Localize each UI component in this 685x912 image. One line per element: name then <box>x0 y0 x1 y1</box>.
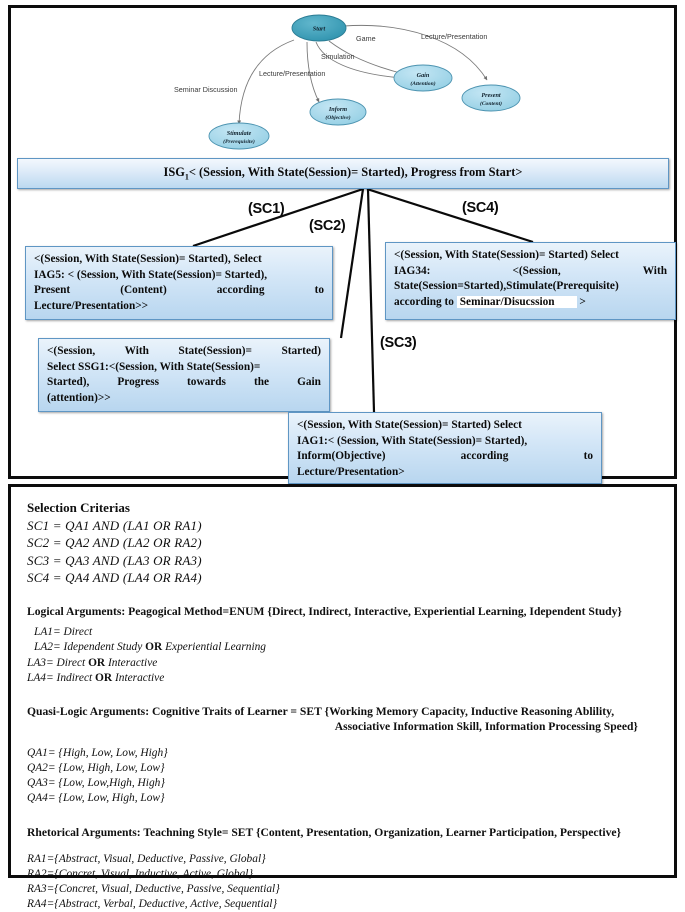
logical-argument-la4-key: LA4= <box>27 671 57 684</box>
text-token: With <box>642 264 667 277</box>
logical-argument-la2 <box>27 640 660 655</box>
text-token: the <box>254 376 270 389</box>
graph-node-stimulate-label: Stimulate <box>226 130 252 137</box>
goal-box-sc3-line3 <box>297 449 593 465</box>
graph-node-stimulate-sublabel: (Prerequisite) <box>223 139 255 145</box>
goal-box-sc4-line4-pre: according to <box>394 295 454 308</box>
graph-node-present[interactable] <box>462 85 520 111</box>
spacer <box>27 686 660 704</box>
connector-sc3 <box>368 189 374 412</box>
edge-label-game: Game <box>356 34 376 43</box>
graph-node-start[interactable] <box>292 15 346 41</box>
graph-node-gain-sublabel: (Attention) <box>410 81 436 87</box>
logical-arguments-heading: Logical Arguments: Peagogical Method=ENUM {Direct, Indirect, Interactive, Experiential Learning, Idependent Study} <box>27 605 622 619</box>
text-token: to <box>583 450 593 463</box>
graph-node-stimulate[interactable] <box>209 123 269 149</box>
root-goal-box[interactable] <box>17 158 669 189</box>
selection-criteria-title: Selection Criterias <box>27 500 130 515</box>
quasi-argument-qa1: QA1= {High, Low, Low, High} <box>27 746 168 759</box>
edge-label-simulation: Simulation <box>321 52 355 61</box>
goal-box-sc4-line4-post: > <box>579 295 586 308</box>
goal-box-sc4-line4 <box>394 295 667 311</box>
edge-label-seminar-discussion: Seminar Discussion <box>174 85 238 94</box>
connector-sc4 <box>367 189 533 242</box>
text-token: Inform(Objective) <box>297 450 386 463</box>
text-token: according <box>216 284 265 297</box>
logical-argument-la4-op: OR <box>95 671 113 684</box>
selection-criteria-line-4: SC4 = QA4 AND (LA4 OR RA4) <box>27 569 202 585</box>
text-token: <(Session, <box>47 345 96 357</box>
logical-argument-la2-key: LA2= <box>34 641 64 654</box>
connector-sc2 <box>341 189 363 338</box>
seminar-discussion-field[interactable]: Seminar/Disucssion <box>457 296 577 308</box>
spacer <box>27 840 660 852</box>
goal-box-sc4[interactable] <box>385 242 676 320</box>
edge-tag-sc4: (SC4) <box>462 200 499 216</box>
rhetorical-argument-ra3: RA3={Concret, Visual, Deductive, Passive, Sequential} <box>27 882 280 895</box>
logical-argument-la3-key: LA3= <box>27 656 57 669</box>
graph-node-start-label: Start <box>312 25 326 33</box>
quasi-argument-qa3: QA3= {Low, Low,High, High} <box>27 777 165 790</box>
edge-seminar-discussion <box>239 40 294 124</box>
goal-box-sc3-line4: Lecture/Presentation> <box>297 465 405 478</box>
text-token: <(Session, <box>512 264 561 277</box>
logical-argument-la3 <box>27 656 660 671</box>
concept-graph <box>11 8 674 153</box>
goal-box-sc2-line4: (attention)>> <box>47 391 111 404</box>
goal-box-sc2[interactable] <box>38 338 330 412</box>
logical-argument-la2-op: OR <box>145 641 163 654</box>
concept-graph-svg <box>11 8 674 153</box>
selection-criteria-content <box>11 487 674 911</box>
goal-box-sc1[interactable] <box>25 246 333 320</box>
diagram-panel <box>8 5 677 479</box>
goal-box-sc3[interactable] <box>288 412 602 484</box>
graph-node-gain-label: Gain <box>416 72 430 79</box>
text-token: Started) <box>281 345 321 357</box>
goal-box-sc2-line2: Select SSG1:<(Session, With State(Session)= <box>47 360 261 373</box>
quasi-argument-qa4: QA4= {Low, Low, High, Low} <box>27 792 165 805</box>
edge-tag-sc1: (SC1) <box>248 201 285 217</box>
graph-node-present-label: Present <box>481 92 501 99</box>
logical-argument-la4-pre: Indirect <box>56 671 96 684</box>
goal-box-sc3-line1: <(Session, With State(Session)= Started) Select <box>297 419 522 431</box>
graph-node-inform-sublabel: (Objective) <box>325 115 351 121</box>
logical-argument-la1-key: LA1= <box>34 626 64 639</box>
graph-node-inform-label: Inform <box>328 106 348 113</box>
edge-tag-sc3: (SC3) <box>380 335 417 351</box>
rhetorical-argument-ra4: RA4={Abstract, Verbal, Deductive, Active, Sequential} <box>27 898 278 911</box>
goal-box-sc4-line1: <(Session, With State(Session)= Started) Select <box>394 249 619 261</box>
logical-argument-la2-pre: Idependent Study <box>63 641 146 654</box>
goal-box-sc3-line2: IAG1:< (Session, With State(Session)= Started), <box>297 434 528 447</box>
selection-criteria-line-2: SC2 = QA2 AND (LA2 OR RA2) <box>27 535 202 551</box>
text-token: (Content) <box>120 284 167 297</box>
text-token: Started), <box>47 376 90 389</box>
isg-subscript: 1 <box>184 172 189 182</box>
graph-node-gain[interactable] <box>394 65 452 91</box>
edge-label-lecture-presentation-1: Lecture/Presentation <box>421 32 488 41</box>
spacer <box>27 734 660 746</box>
text-token: according <box>460 450 509 463</box>
goal-box-sc4-line3: State(Session=Started),Stimulate(Prerequisite) <box>394 280 619 293</box>
selection-criteria-line-3: SC3 = QA3 AND (LA3 OR RA3) <box>27 552 202 568</box>
graph-node-inform[interactable] <box>310 99 366 125</box>
text-token: IAG34: <box>394 264 431 277</box>
logical-argument-la3-post: Interactive <box>105 656 158 669</box>
goal-box-sc2-line1 <box>47 344 321 360</box>
goal-box-sc1-line2: IAG5: < (Session, With State(Session)= Started), <box>34 268 268 281</box>
text-token: State(Session)= <box>178 345 252 357</box>
text-token: Present <box>34 284 71 297</box>
quasi-logic-arguments-heading-line2: Associative Information Skill, Information Processing Speed} <box>334 719 638 733</box>
logical-argument-la4-post: Interactive <box>112 671 165 684</box>
edge-tag-sc2: (SC2) <box>309 218 346 234</box>
text-token: towards <box>187 376 226 389</box>
goal-box-sc4-line2 <box>394 264 667 280</box>
logical-argument-la2-post: Experiential Learning <box>162 641 267 654</box>
graph-node-present-sublabel: (Content) <box>479 101 503 107</box>
isg-prefix: ISG <box>163 165 185 180</box>
logical-argument-la1-pre: Direct <box>63 626 93 639</box>
text-token: With <box>124 345 149 357</box>
goal-box-sc1-line3 <box>34 283 324 299</box>
isg-text: < (Session, With State(Session)= Started), Progress from Start> <box>188 165 523 180</box>
rhetorical-arguments-heading: Rhetorical Arguments: Teachning Style= SET {Content, Presentation, Organization, Learner Participation, Perspective} <box>27 825 622 839</box>
text-token: to <box>314 284 324 297</box>
rhetorical-argument-ra2: RA2={Concret, Visual, Inductive, Active, Global} <box>27 867 253 880</box>
selection-criteria-line-1: SC1 = QA1 AND (LA1 OR RA1) <box>27 518 202 533</box>
logical-argument-la4 <box>27 671 660 686</box>
goal-box-sc1-line4: Lecture/Presentation>> <box>34 299 149 312</box>
logical-argument-la1 <box>27 625 660 640</box>
text-token: Gain <box>297 376 321 389</box>
goal-box-sc1-line1: <(Session, With State(Session)= Started), Select <box>34 253 262 265</box>
spacer <box>27 586 660 604</box>
edge-label-lecture-presentation-2: Lecture/Presentation <box>259 69 326 78</box>
goal-box-sc2-line3 <box>47 375 321 391</box>
text-token: Progress <box>117 376 160 389</box>
quasi-logic-arguments-heading-line1: Quasi-Logic Arguments: Cognitive Traits of Learner = SET {Working Memory Capacity, Inductive Reasoning Ablility, <box>27 704 615 718</box>
rhetorical-argument-ra1: RA1={Abstract, Visual, Deductive, Passive, Global} <box>27 852 266 865</box>
logical-argument-la3-pre: Direct <box>56 656 89 669</box>
logical-argument-la3-op: OR <box>88 656 106 669</box>
quasi-argument-qa2: QA2= {Low, High, Low, Low} <box>27 762 165 775</box>
spacer <box>27 807 660 825</box>
selection-criteria-panel <box>8 484 677 911</box>
